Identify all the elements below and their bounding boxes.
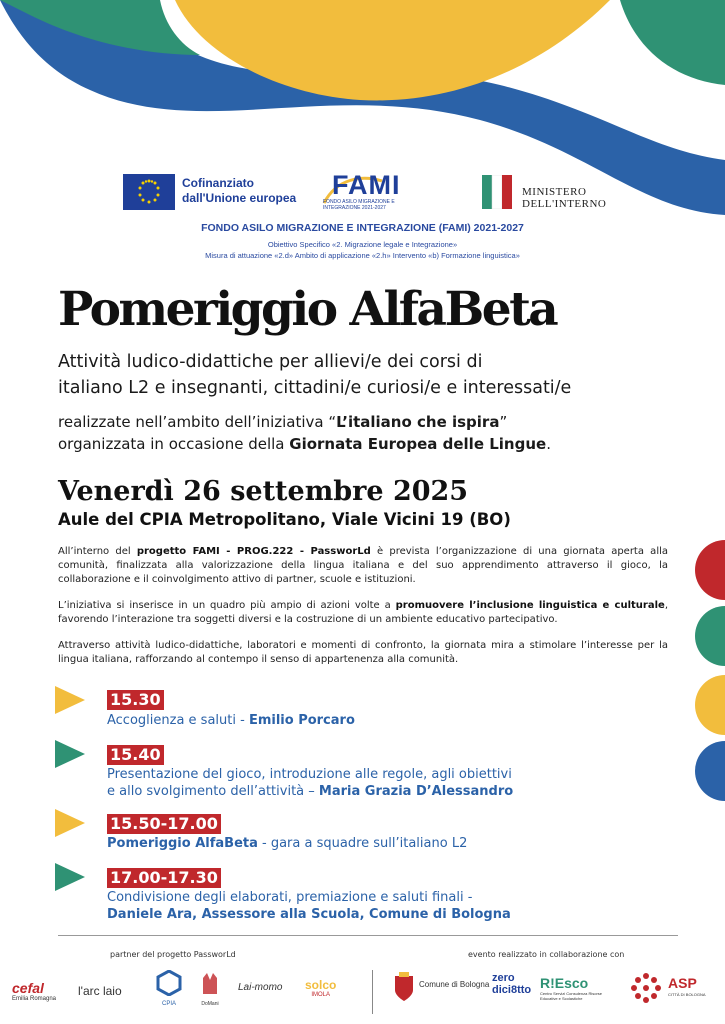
schedule-activity — [107, 712, 355, 730]
project-name: progetto FAMI - PROG.222 - PassworLd — [136, 546, 371, 557]
eu-flag-icon — [123, 174, 175, 210]
p2-post: , favorendo l’interazione tra soggetti diversi e la costruzione di un ambiente educativo partecipativo. — [58, 600, 668, 625]
side-dot-green — [695, 606, 725, 666]
zerodiciotto-logo: zero dici8tto — [492, 972, 532, 996]
side-dot-blue — [695, 741, 725, 801]
fami-logo-text: FAMI — [332, 170, 401, 200]
lead-line-3 — [58, 413, 507, 431]
comune-bologna-logo — [393, 972, 490, 1007]
italian-flag-icon — [482, 175, 512, 209]
lead-line-4 — [58, 435, 551, 453]
event-venue: Aule del CPIA Metropolitano, Viale Vicini 19 (BO) — [58, 510, 511, 529]
lead-line-2: italiano L2 e insegnanti, cittadini/e curiosi/e e interessati/e — [58, 378, 572, 398]
side-dot-yellow — [695, 675, 725, 735]
domani-logo — [198, 970, 222, 1007]
schedule-marker-yellow-icon — [55, 686, 85, 714]
description-paragraph-3: Attraverso attività ludico-didattiche, laboratori e momenti di confronto, la giornata mira a stimolare l’interesse per la lingua italiana, rafforzando al contempo il senso di appartenenza alla comunità. — [58, 640, 668, 665]
fami-logo-subtitle: FONDO ASILO MIGRAZIONE E INTEGRAZIONE 2021-2027 — [323, 199, 395, 211]
activity-text: e allo svolgimento dell’attività – — [107, 784, 319, 799]
footer-vertical-divider — [372, 970, 373, 1014]
laimomo-logo: Lai-momo — [238, 982, 283, 993]
schedule-activity — [107, 835, 467, 853]
lead-line-3-post: ” — [499, 413, 508, 431]
schedule-marker-green-icon — [55, 863, 85, 891]
p2-pre: L’iniziativa si inserisce in un quadro più ampio di azioni volte a — [58, 600, 396, 611]
event-date: Venerdì 26 settembre 2025 — [58, 476, 469, 507]
schedule-marker-yellow-icon — [55, 809, 85, 837]
cefal-logo-sub: Emilia Romagna — [12, 996, 57, 1002]
comune-logo-text: Comune di Bologna — [419, 980, 490, 989]
activity-speaker: Maria Grazia D’Alessandro — [318, 784, 514, 799]
lead-line-1: Attività ludico-didattiche per allievi/e dei corsi di — [58, 352, 483, 372]
activity-speaker: Emilio Porcaro — [248, 713, 355, 728]
page-title: Pomeriggio AlfaBeta — [58, 282, 557, 337]
schedule-time: 15.30 — [107, 690, 164, 710]
asp-logo-text: ASP — [668, 975, 697, 991]
cpia-logo-text: CPIA — [161, 1001, 176, 1007]
asp-dots-icon — [630, 972, 662, 1004]
ministry-label — [522, 186, 606, 210]
activity-title: Pomeriggio AlfaBeta — [107, 836, 258, 851]
fund-title: FONDO ASILO MIGRAZIONE E INTEGRAZIONE (FAMI) 2021-2027 — [201, 222, 524, 234]
initiative-name: L’italiano che ispira — [336, 413, 500, 431]
description-paragraph-1 — [58, 545, 668, 587]
schedule-time: 17.00-17.30 — [107, 868, 221, 888]
activity-text: - gara a squadre sull’italiano L2 — [257, 836, 468, 851]
solco-logo-text: solco — [305, 978, 337, 992]
schedule-time: 15.50-17.00 — [107, 814, 221, 834]
partners-label: partner del progetto PassworLd — [110, 950, 236, 959]
fund-measure: Misura di attuazione «2.d» Ambito di applicazione «2.h» Intervento «b) Formazione linguistica» — [205, 251, 520, 260]
collaboration-label: evento realizzato in collaborazione con — [468, 950, 625, 959]
activity-text: Accoglienza e saluti - — [107, 713, 249, 728]
cpia-hexagon-icon — [156, 970, 182, 996]
solco-logo-sub: IMOLA — [311, 992, 330, 998]
lead-line-4-post: . — [546, 435, 551, 453]
domani-logo-text: DoMani — [201, 1001, 219, 1007]
cpia-logo — [152, 970, 186, 1007]
riesco-logo-sub: Centro Servizi Consulenza Risorse Educative e Scolastiche — [540, 991, 603, 1001]
p1-pre: All’interno del — [58, 546, 137, 557]
lead-line-3-pre: realizzate nell’ambito dell’iniziativa “ — [58, 413, 337, 431]
arcolaio-logo: l'arc laio — [78, 984, 122, 998]
asp-logo-sub: CITTÀ DI BOLOGNA — [668, 992, 706, 997]
ministry-line-1: MINISTERO — [522, 186, 587, 198]
event-occasion: Giornata Europea delle Lingue — [289, 435, 547, 453]
riesco-logo — [540, 975, 615, 1001]
schedule-time: 15.40 — [107, 745, 164, 765]
inclusion-goal: promuovere l’inclusione linguistica e culturale — [395, 600, 665, 611]
schedule-activity-line-2 — [107, 906, 511, 924]
ministry-line-2: DELL'INTERNO — [522, 198, 607, 210]
schedule-activity: Presentazione del gioco, introduzione alle regole, agli obiettivi — [107, 767, 512, 782]
schedule-activity-line-2 — [107, 783, 513, 801]
domani-hands-icon — [199, 970, 221, 996]
riesco-logo-text: R!Esco — [540, 975, 589, 991]
side-dot-red — [695, 540, 725, 600]
description-paragraph-2 — [58, 599, 668, 627]
asp-logo — [630, 972, 706, 1009]
p1-post: è prevista l’organizzazione di una giornata aperta alla comunità, finalizzata alla valorizzazione della lingua italiana e del suo apprendimento attraverso il gioco, la collaborazione e il coinvolgimento attivo di partner, scuole e istituzioni. — [58, 546, 668, 585]
cefal-logo — [12, 980, 56, 1002]
activity-speaker: Daniele Ara, Assessore alla Scuola, Comune di Bologna — [107, 907, 511, 922]
schedule-marker-green-icon — [55, 740, 85, 768]
cefal-logo-text: cefal — [12, 980, 44, 996]
schedule-activity: Condivisione degli elaborati, premiazione e saluti finali - — [107, 890, 473, 905]
solco-logo — [305, 978, 336, 998]
fund-objective: Obiettivo Specifico «2. Migrazione legale e Integrazione» — [267, 240, 458, 249]
eu-cofinanced-label: Cofinanziato dall'Unione europea — [182, 176, 297, 205]
comune-crest-icon — [393, 972, 415, 1002]
lead-line-4-pre: organizzata in occasione della — [58, 435, 290, 453]
footer-divider — [58, 935, 678, 936]
